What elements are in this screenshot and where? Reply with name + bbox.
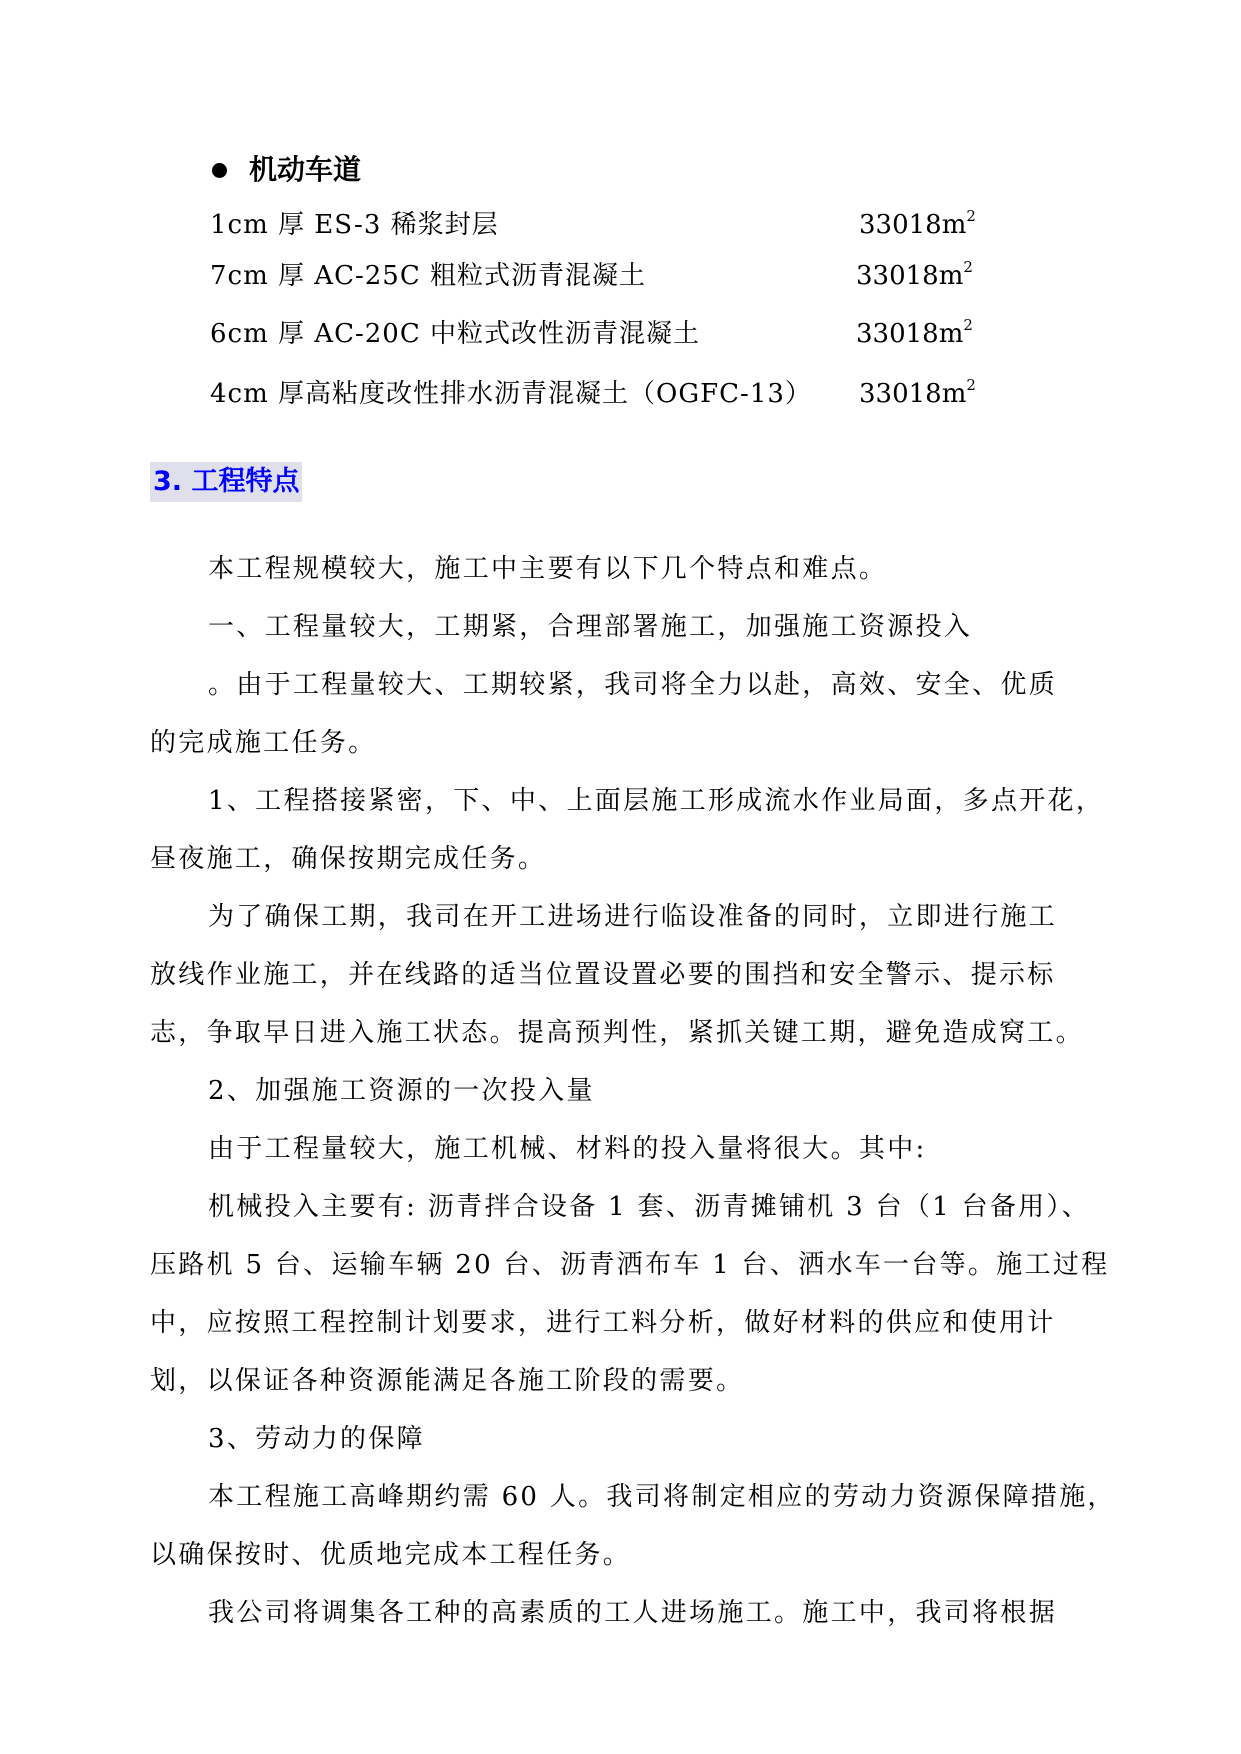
paragraph-line: 放线作业施工，并在线路的适当位置设置必要的围挡和安全警示、提示标 [150,960,1056,990]
paragraph-line: 以确保按时、优质地完成本工程任务。 [150,1540,632,1570]
paragraph-line: 中，应按照工程控制计划要求，进行工料分析，做好材料的供应和使用计 [150,1308,1056,1338]
material-name: 7cm 厚 AC-25C 粗粒式沥青混凝土 [210,261,646,291]
material-name: 4cm 厚高粘度改性排水沥青混凝土（OGFC-13） [210,379,812,409]
material-name: 6cm 厚 AC-20C 中粒式改性沥青混凝土 [210,319,700,349]
material-quantity: $33018m^2$ [856,258,973,291]
paragraph-line: 。由于工程量较大、工期较紧，我司将全力以赴，高效、安全、优质 [208,670,1058,700]
material-row [210,376,976,411]
paragraph-line: 本工程规模较大，施工中主要有以下几个特点和难点。 [208,554,888,584]
material-row [210,258,973,293]
material-name: 1cm 厚 ES-3 稀浆封层 [210,210,499,240]
paragraph-line: 一、工程量较大，工期紧，合理部署施工，加强施工资源投入 [208,612,973,642]
paragraph-line: 3、劳动力的保障 [208,1424,425,1454]
paragraph-line: 为了确保工期，我司在开工进场进行临设准备的同时，立即进行施工 [208,902,1058,932]
material-quantity: $33018m^2$ [856,316,973,349]
bullet-dot-icon [212,163,227,178]
body-text [150,540,1116,1642]
paragraph-line: 1、工程搭接紧密，下、中、上面层施工形成流水作业局面，多点开花， [208,786,1105,816]
paragraph-line: 志，争取早日进入施工状态。提高预判性，紧抓关键工期，避免造成窝工。 [150,1018,1084,1048]
material-quantity: $33018m^2$ [859,376,976,409]
paragraph-line: 划，以保证各种资源能满足各施工阶段的需要。 [150,1366,745,1396]
paragraph-line: 机械投入主要有: 沥青拌合设备 1 套、沥青摊铺机 3 台（1 台备用）、 [208,1192,1091,1222]
material-row [210,316,973,351]
paragraph-line: 昼夜施工，确保按期完成任务。 [150,844,547,874]
paragraph-line: 我公司将调集各工种的高素质的工人进场施工。施工中，我司将根据 [208,1598,1058,1628]
material-quantity: $33018m^2$ [859,207,976,240]
paragraph-line: 压路机 5 台、运输车辆 20 台、沥青洒布车 1 台、洒水车一台等。施工过程 [150,1250,1110,1280]
paragraph-line: 由于工程量较大，施工机械、材料的投入量将很大。其中: [208,1134,927,1164]
bullet-heading [212,152,361,188]
paragraph-line: 本工程施工高峰期约需 60 人。我司将制定相应的劳动力资源保障措施， [208,1482,1116,1512]
paragraph-line: 2、加强施工资源的一次投入量 [208,1076,595,1106]
bullet-heading-text: 机动车道 [249,153,362,186]
material-row [210,207,976,242]
paragraph-line: 的完成施工任务。 [150,728,377,758]
section-title: 3. 工程特点 [150,462,302,502]
